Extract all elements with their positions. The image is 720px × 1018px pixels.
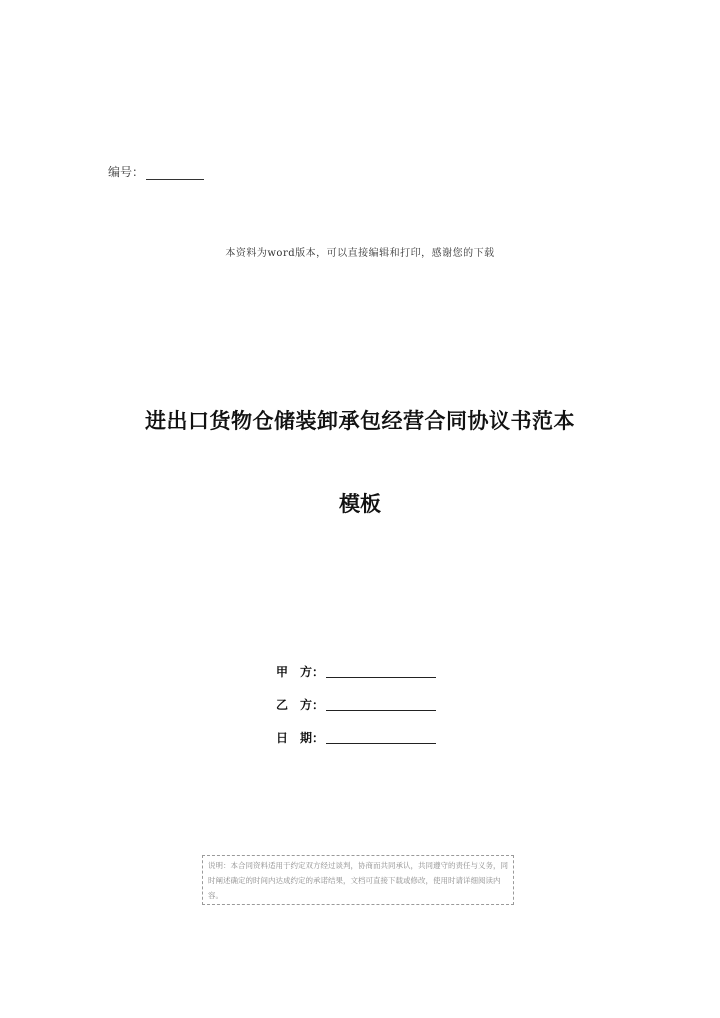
- party-a-label: 甲 方：: [276, 665, 325, 679]
- date-label: 日 期：: [276, 731, 325, 745]
- serial-number-blank[interactable]: [146, 169, 204, 180]
- document-title: 进出口货物仓储装卸承包经营合同协议书范本: [145, 408, 575, 433]
- party-b-blank[interactable]: [326, 698, 436, 711]
- date-row: [276, 726, 456, 746]
- party-b-row: [276, 693, 456, 713]
- party-a-row: [276, 660, 456, 680]
- disclaimer-box: 说明：本合同资料适用于约定双方经过谈判，协商而共同承认，共同遵守的责任与义务，同时阐述确定的时间内达成约定的承诺结果，文档可直接下载或修改，使用时请详细阅读内容。: [202, 855, 514, 905]
- party-a-blank[interactable]: [326, 665, 436, 678]
- serial-number: [108, 163, 204, 180]
- document-title-continued: 模板: [339, 491, 381, 516]
- date-blank[interactable]: [326, 731, 436, 744]
- party-b-label: 乙 方：: [276, 698, 325, 712]
- signature-block: [276, 660, 456, 759]
- serial-number-label: 编号：: [108, 165, 145, 179]
- download-note: 本资料为word版本，可以直接编辑和打印，感谢您的下载: [225, 248, 495, 259]
